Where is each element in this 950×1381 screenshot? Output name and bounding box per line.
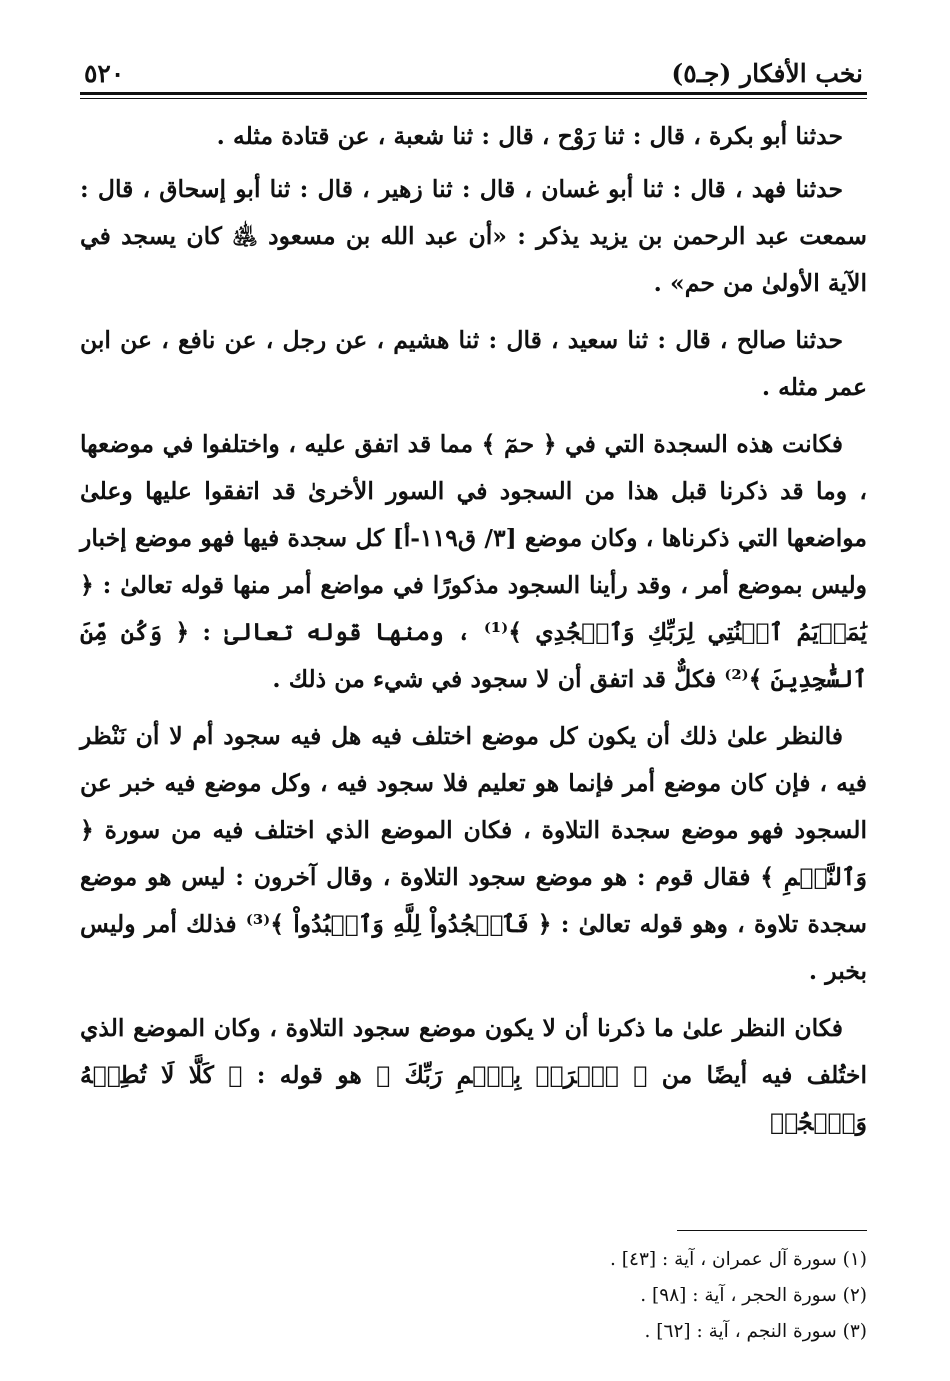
- paragraph: فكان النظر علىٰ ما ذكرنا أن لا يكون موضع سجود التلاوة ، وكان الموضع الذي اختُلف فيه أيضًا من ﴿ ٱقۡرَأۡ بِٱسۡمِ رَبِّكَ ﴾ هو قوله : ﴿ كَلَّا لَا تُطِعۡهُ وَٱسۡجُدۡ: [80, 1014, 867, 1136]
- paragraph: فكانت هذه السجدة التي في ﴿ حمٓ ﴾ مما قد اتفق عليه ، واختلفوا في موضعها ، وما قد ذكرنا قبل هذا من السجود في السور الأخرىٰ قد اتفقوا عليها وعلىٰ مواضعها التي ذكرناها ، وكان موضع [٣/ ق١١٩-أ] كل سجدة فيها فهو موضع إخبار وليس بموضع أمر ، وقد رأينا السجود مذكورًا في مواضع أمر منها قوله تعالىٰ : ﴿ يَٰمَرۡيَمُ ٱقۡنُتِي لِرَبِّكِ وَٱسۡجُدِي ﴾⁽¹⁾ ، ومنها قوله تعالىٰ : ﴿ وَكُن مِّنَ ٱلسَّٰجِدِينَ ﴾⁽²⁾ فكلٌّ قد اتفق أن لا سجود في شيء من ذلك .: [80, 430, 867, 693]
- footnotes: [80, 1242, 867, 1350]
- main-text: [80, 113, 867, 1146]
- header-rule-thin: [80, 98, 867, 99]
- page-number: ٥٢٠: [84, 59, 125, 88]
- header-rule-thick: [80, 92, 867, 95]
- book-page: [80, 52, 867, 1342]
- paragraph: حدثنا فهد ، قال : ثنا أبو غسان ، قال : ثنا زهير ، قال : ثنا أبو إسحاق ، قال : سمعت عبد الرحمن بن يزيد يذكر : «أن عبد الله بن مسعود ﵁ كان يسجد في الآية الأولىٰ من حم» .: [80, 175, 867, 297]
- running-header: [80, 52, 867, 88]
- footnote-separator: [677, 1230, 867, 1231]
- paragraph: حدثنا أبو بكرة ، قال : ثنا رَوْح ، قال : ثنا شعبة ، عن قتادة مثله .: [216, 122, 843, 150]
- paragraph: حدثنا صالح ، قال : ثنا سعيد ، قال : ثنا هشيم ، عن رجل ، عن نافع ، عن ابن عمر مثله .: [80, 326, 867, 401]
- footnote: (٢) سورة الحجر ، آية : [٩٨] .: [640, 1285, 867, 1306]
- footnote: (١) سورة آل عمران ، آية : [٤٣] .: [610, 1249, 867, 1270]
- footnote: (٣) سورة النجم ، آية : [٦٢] .: [644, 1321, 867, 1342]
- book-title: نخب الأفكار (جـ٥): [671, 59, 863, 88]
- paragraph: فالنظر علىٰ ذلك أن يكون كل موضع اختلف فيه هل فيه سجود أم لا أن نَنْظر فيه ، فإن كان موضع أمر فإنما هو تعليم فلا سجود فيه ، وكل موضع فيه خبر عن السجود فهو موضع سجدة التلاوة ، فكان الموضع الذي اختلف فيه من سورة ﴿ وَٱلنَّجۡمِ ﴾ فقال قوم : هو موضع سجود التلاوة ، وقال آخرون : ليس هو موضع سجدة تلاوة ، وهو قوله تعالىٰ : ﴿ فَٱسۡجُدُواْ لِلَّهِ وَٱعۡبُدُواْ ﴾⁽³⁾ فذلك أمر وليس بخبر .: [80, 722, 867, 985]
